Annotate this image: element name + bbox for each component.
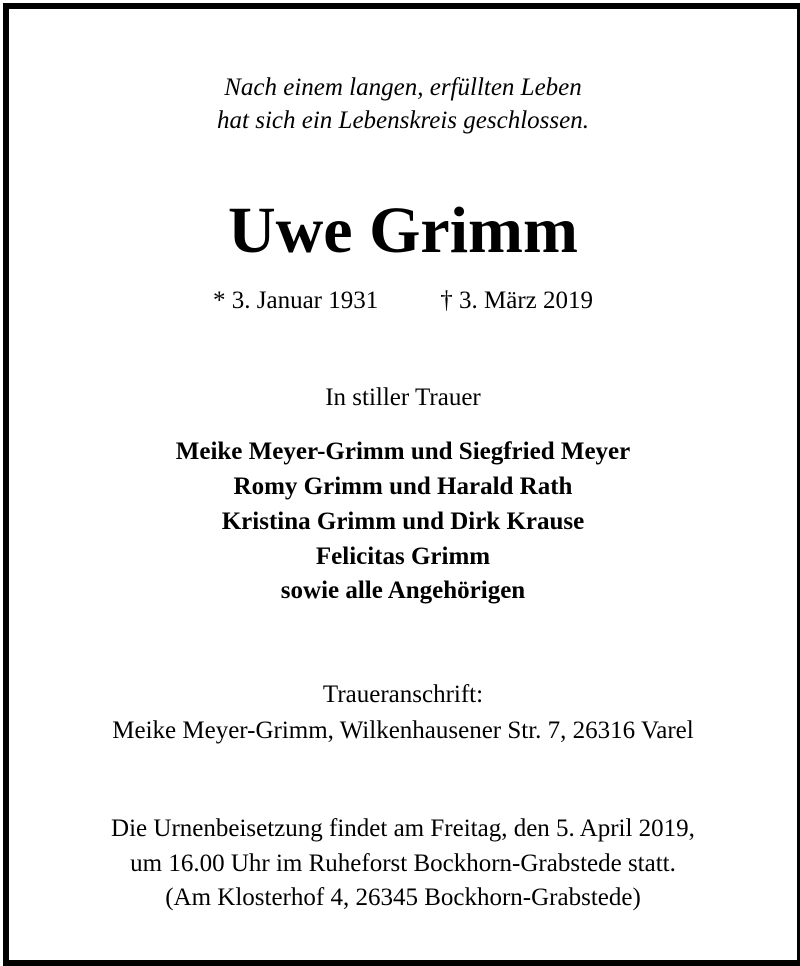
mourner-line-1: Meike Meyer-Grimm und Siegfried Meyer xyxy=(175,438,631,465)
burial-line-2: um 16.00 Uhr im Ruheforst Bockhorn-Grabstede statt. xyxy=(130,850,676,877)
mourner-line-4: Felicitas Grimm xyxy=(315,543,491,570)
burial-line-1: Die Urnenbeisetzung findet am Freitag, den 5. April 2019, xyxy=(111,815,695,842)
mourner-line-3: Kristina Grimm und Dirk Krause xyxy=(221,508,585,535)
mourner-line-5: sowie alle Angehörigen xyxy=(280,577,526,604)
address-label: Traueranschrift: xyxy=(322,681,484,708)
death-date: † 3. März 2019 xyxy=(440,287,593,314)
condolence-intro: In stiller Trauer xyxy=(325,384,481,411)
motto-line-1: Nach einem langen, erfüllten Leben xyxy=(224,74,582,101)
deceased-name: Uwe Grimm xyxy=(227,194,579,267)
obituary-notice xyxy=(3,3,800,966)
birth-date: * 3. Januar 1931 xyxy=(213,287,379,314)
address-value: Meike Meyer-Grimm, Wilkenhausener Str. 7, 26316 Varel xyxy=(112,717,694,744)
motto-line-2: hat sich ein Lebenskreis geschlossen. xyxy=(217,107,589,134)
mourner-line-2: Romy Grimm und Harald Rath xyxy=(233,473,573,500)
life-dates xyxy=(9,286,797,316)
burial-line-3: (Am Klosterhof 4, 26345 Bockhorn-Grabstede) xyxy=(165,884,641,911)
